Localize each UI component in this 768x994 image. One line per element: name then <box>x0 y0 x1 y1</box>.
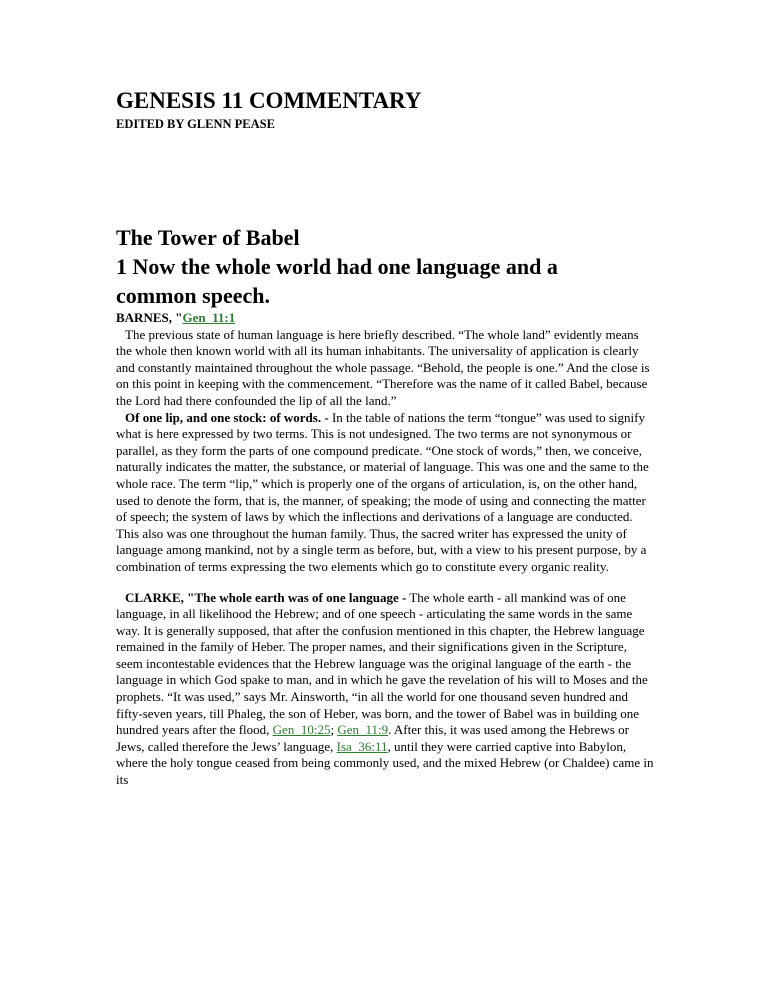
ref-link-isa-36-11[interactable]: Isa_36:11 <box>336 738 388 754</box>
barnes-paragraph-2 <box>116 410 656 576</box>
section-heading <box>116 223 656 310</box>
clarke-text-3: , until they were carried captive into Babylon, where the holy tongue ceased from being commonly used, and the mixed Hebrew (or Chaldee) came in its <box>116 738 654 788</box>
ref-link-gen-10-25[interactable]: Gen_10:25 <box>272 722 331 738</box>
barnes-paragraph-1: The previous state of human language is here briefly described. “The whole land” evidently means the whole then known world with all its human inhabitants. The universality of application is clearly and constantly maintained throughout the whole passage. “Behold, the people is one.” And the close is on this point in keeping with the commencement. “Therefore was the name of it called Babel, because the Lord had there confounded the lip of all the land.” <box>116 326 650 408</box>
document-page <box>116 88 656 789</box>
clarke-text-1: The whole earth - all mankind was of one language, in all likelihood the Hebrew; and of one speech - articulating the same words in the same way. It is generally supposed, that after the confusion mentioned in this chapter, the Hebrew language remained in the family of Heber. The proper names, and their significations given in the Scripture, seem incontestable evidences that the Hebrew language was the original language of the earth - the language in which God spake to man, and in which he gave the revelation of his will to Moses and the prophets. “It was used,” says Mr. Ainsworth, “in all the world for one thousand seven hundred and fifty-seven years, till Phaleg, the son of Heber, was born, and the tower of Babel was in building one hundred years after the flood, <box>116 589 648 738</box>
section-title: The Tower of Babel <box>116 225 300 250</box>
document-title: GENESIS 11 COMMENTARY <box>116 88 422 113</box>
clarke-lead: CLARKE, "The whole earth was of one language - <box>125 589 407 605</box>
editor-credit: EDITED BY GLENN PEASE <box>116 117 275 131</box>
verse-line-1: 1 Now the whole world had one language and a <box>116 254 558 279</box>
verse-line-2: common speech. <box>116 283 270 308</box>
clarke-separator: ; <box>330 722 338 738</box>
commentary-body <box>116 310 656 789</box>
clarke-paragraph <box>116 590 656 789</box>
ref-link-gen-11-1[interactable]: Gen_11:1 <box>182 310 236 325</box>
barnes-label: BARNES, " <box>116 310 183 325</box>
ref-link-gen-11-9[interactable]: Gen_11:9 <box>337 722 389 738</box>
barnes-paragraph-2-lead: Of one lip, and one stock: of words. - <box>125 409 329 425</box>
barnes-heading <box>116 310 656 327</box>
barnes-paragraph-2-text: In the table of nations the term “tongue” was used to signify what is here expressed by two terms. This is not undesigned. The two terms are not synonymous or parallel, as they form the parts of one compound predicate. “One stock of words,” then, we conceive, naturally indicates the matter, the substance, or material of language. This was one and the same to the whole race. The term “lip,” which is properly one of the organs of articulation, is, on the other hand, used to denote the form, that is, the manner, of speaking; the mode of using and connecting the matter of speech; the system of laws by which the inflections and derivations of a language are conducted. This also was one throughout the human family. Thus, the sacred writer has expressed the unity of language among mankind, not by a single term as before, but, with a view to his present purpose, by a combination of terms expressing the two elements which go to constitute every organic reality. <box>116 409 649 574</box>
clarke-text-2: . After this, it was used among the Hebrews or Jews, called therefore the Jews’ language, <box>116 722 629 754</box>
